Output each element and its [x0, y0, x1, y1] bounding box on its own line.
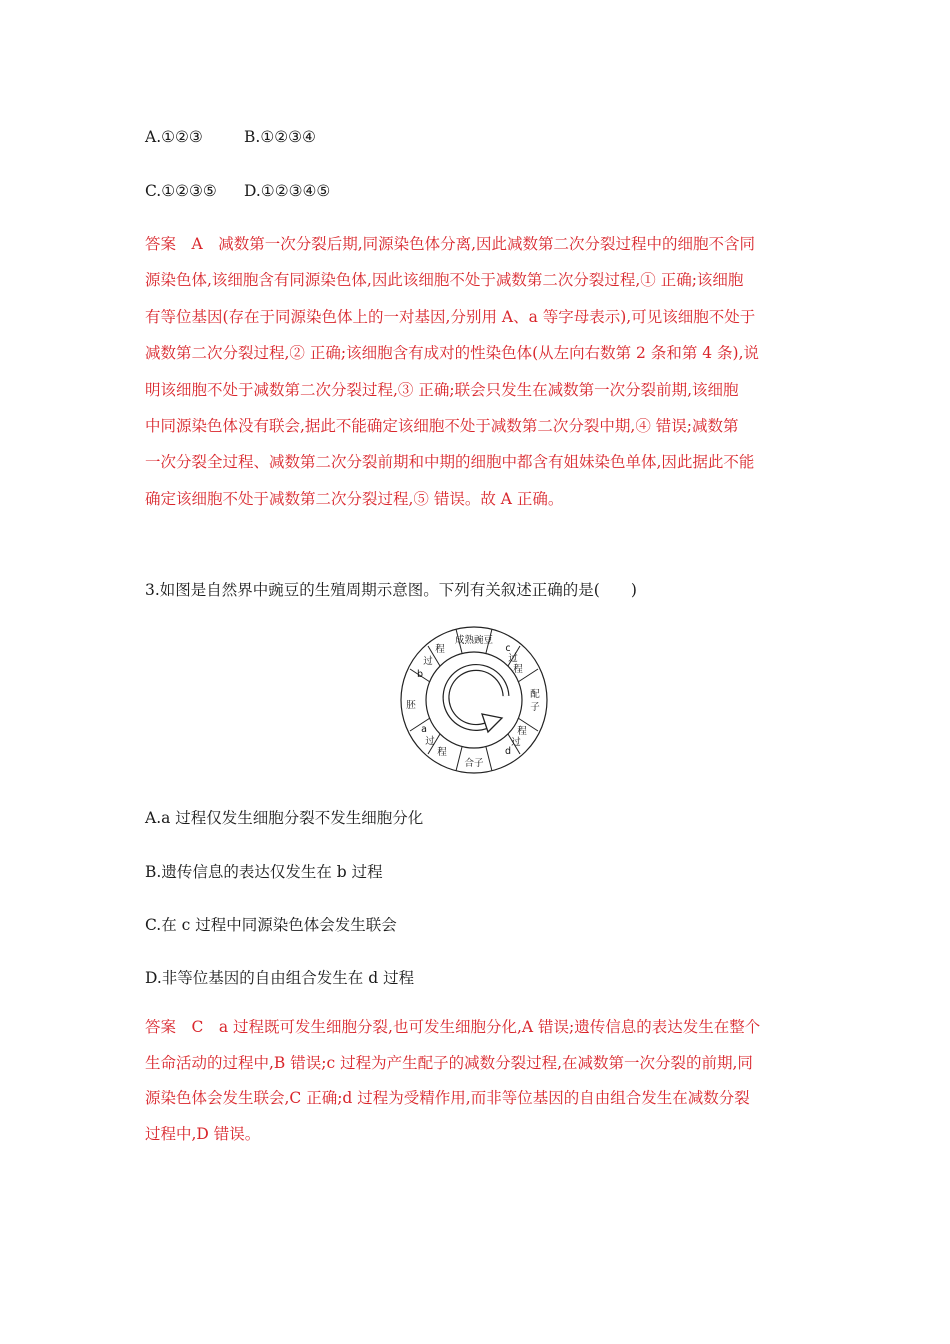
- label-b-guo: 过: [423, 656, 433, 667]
- q2-option-c: C.①②③⑤: [145, 182, 217, 200]
- q2-answer-line: 答案 A 减数第一次分裂后期,同源染色体分离,因此减数第二次分裂过程中的细胞不含同: [145, 235, 756, 253]
- q3-answer-line: 答案 C a 过程既可发生细胞分裂,也可发生细胞分化,A 错误;遗传信息的表达发生在整个: [145, 1018, 761, 1036]
- label-c-guo: 过: [508, 653, 518, 664]
- label-a-cheng: 程: [437, 747, 447, 758]
- q2-answer-line: 减数第二次分裂过程,② 正确;该细胞含有成对的性染色体(从左向右数第 2 条和第 4 条),说: [145, 344, 760, 363]
- cycle-svg: [398, 624, 550, 776]
- q3-option-b: B.遗传信息的表达仅发生在 b 过程: [145, 863, 383, 881]
- q2-answer: [145, 226, 807, 517]
- label-gamete-1: 配: [530, 689, 540, 700]
- label-c: c: [505, 643, 511, 654]
- q2-answer-line: 一次分裂全过程、减数第二次分裂前期和中期的细胞中都含有姐妹染色单体,因此据此不能: [145, 453, 755, 472]
- q2-answer-line: 确定该细胞不处于减数第二次分裂过程,⑤ 错误。故 A 正确。: [145, 489, 564, 508]
- q3-option-d: D.非等位基因的自由组合发生在 d 过程: [145, 969, 415, 987]
- q2-answer-line: 中同源染色体没有联会,据此不能确定该细胞不处于减数第二次分裂中期,④ 错误;减数第: [145, 416, 739, 435]
- segment-dividers: [410, 629, 538, 771]
- label-zygote: 合子: [464, 758, 484, 769]
- q2-option-d: D.①②③④⑤: [244, 182, 331, 200]
- label-b-cheng: 程: [435, 644, 445, 655]
- label-b: b: [416, 669, 424, 680]
- label-a: a: [421, 724, 427, 735]
- q3-answer-line: 源染色体会发生联会,C 正确;d 过程为受精作用,而非等位基因的自由组合发生在减数分裂: [145, 1089, 750, 1107]
- outer-ring: [401, 627, 547, 773]
- label-d: d: [504, 746, 512, 757]
- q3-answer: [145, 1010, 807, 1152]
- label-d-cheng: 程: [517, 726, 527, 737]
- label-mature-pea: 成熟豌豆: [454, 635, 494, 646]
- q3-answer-line: 生命活动的过程中,B 错误;c 过程为产生配子的减数分裂过程,在减数第一次分裂的前期,同: [145, 1053, 753, 1072]
- q2-answer-line: 明该细胞不处于减数第二次分裂过程,③ 正确;联会只发生在减数第一次分裂前期,该细胞: [145, 380, 739, 399]
- q2-answer-line: 有等位基因(存在于同源染色体上的一对基因,分别用 A、a 等字母表示),可见该细胞不处于: [145, 307, 756, 326]
- label-a-guo: 过: [425, 736, 435, 747]
- label-d-guo: 过: [511, 737, 521, 748]
- q3-stem: 3.如图是自然界中豌豆的生殖周期示意图。下列有关叙述正确的是( ): [145, 581, 637, 599]
- q3-option-c: C.在 c 过程中同源染色体会发生联会: [145, 916, 397, 934]
- q2-option-a: A.①②③: [145, 128, 203, 146]
- label-gamete-2: 子: [530, 702, 540, 713]
- q3-answer-line: 过程中,D 错误。: [145, 1124, 261, 1143]
- label-c-cheng: 程: [513, 664, 523, 675]
- label-embryo: 胚: [406, 700, 416, 711]
- q3-option-a: A.a 过程仅发生细胞分裂不发生细胞分化: [145, 809, 424, 827]
- q2-option-b: B.①②③④: [244, 128, 316, 146]
- q2-answer-line: 源染色体,该细胞含有同源染色体,因此该细胞不处于减数第二次分裂过程,① 正确;该细胞: [145, 271, 744, 290]
- reproduction-cycle-diagram: [398, 624, 550, 776]
